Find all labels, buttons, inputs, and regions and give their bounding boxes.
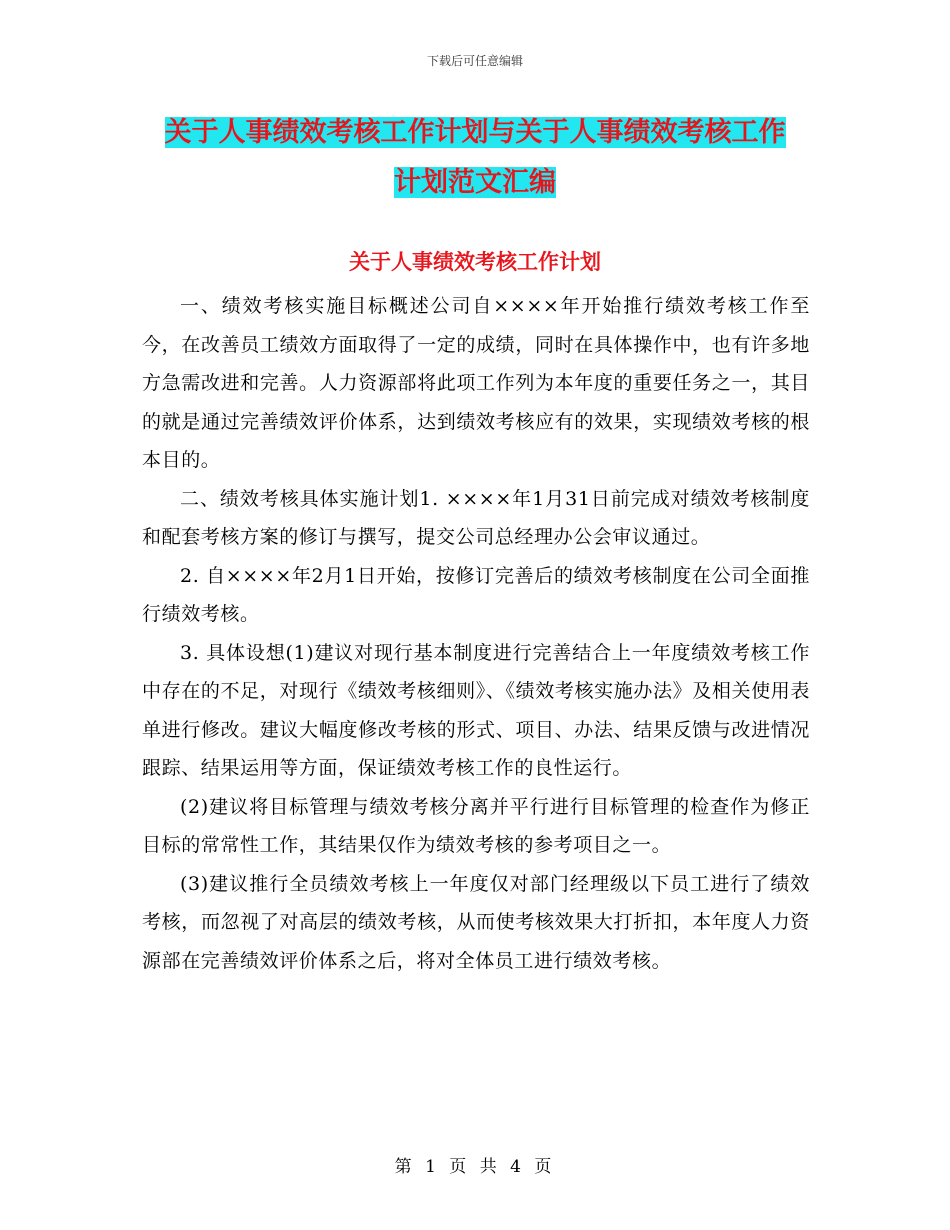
paragraph: 一、绩效考核实施目标概述公司自××××年开始推行绩效考核工作至今，在改善员工绩效方面取得了一定的成绩，同时在具体操作中，也有许多地方急需改进和完善。人力资源部将此项工作列为本年度的重要任务之一，其目的就是通过完善绩效评价体系，达到绩效考核应有的效果，实现绩效考核的根本目的。 [142, 295, 810, 471]
header-note: 下载后可任意编辑 [426, 54, 523, 68]
document-title-line-1: 关于人事绩效考核工作计划与关于人事绩效考核工作 [164, 117, 786, 148]
paragraph: 3. 具体设想(1)建议对现行基本制度进行完善结合上一年度绩效考核工作中存在的不足，对现行《绩效考核细则》、《绩效考核实施办法》及相关使用表单进行修改。建议大幅度修改考核的形式、项目、办法、结果反馈与改进情况跟踪、结果运用等方面，保证绩效考核工作的良性运行。 [142, 641, 810, 779]
document-body [142, 287, 810, 980]
document-title-line-2: 计划范文汇编 [394, 167, 556, 198]
paragraph: 2. 自××××年2月1日开始，按修订完善后的绩效考核制度在公司全面推行绩效考核。 [142, 564, 810, 625]
paragraph: (3)建议推行全员绩效考核上一年度仅对部门经理级以下员工进行了绩效考核，而忽视了对高层的绩效考核，从而使考核效果大打折扣，本年度人力资源部在完善绩效评价体系之后，将对全体员工进行绩效考核。 [142, 872, 810, 972]
paragraph: 二、绩效考核具体实施计划1. ××××年1月31日前完成对绩效考核制度和配套考核方案的修订与撰写，提交公司总经理办公会审议通过。 [142, 487, 810, 548]
section-title: 关于人事绩效考核工作计划 [349, 250, 601, 274]
paragraph: (2)建议将目标管理与绩效考核分离并平行进行目标管理的检查作为修正目标的常常性工作，其结果仅作为绩效考核的参考项目之一。 [142, 795, 810, 856]
document-title [140, 108, 810, 208]
page-footer: 第 1 页 共 4 页 [394, 1157, 556, 1177]
